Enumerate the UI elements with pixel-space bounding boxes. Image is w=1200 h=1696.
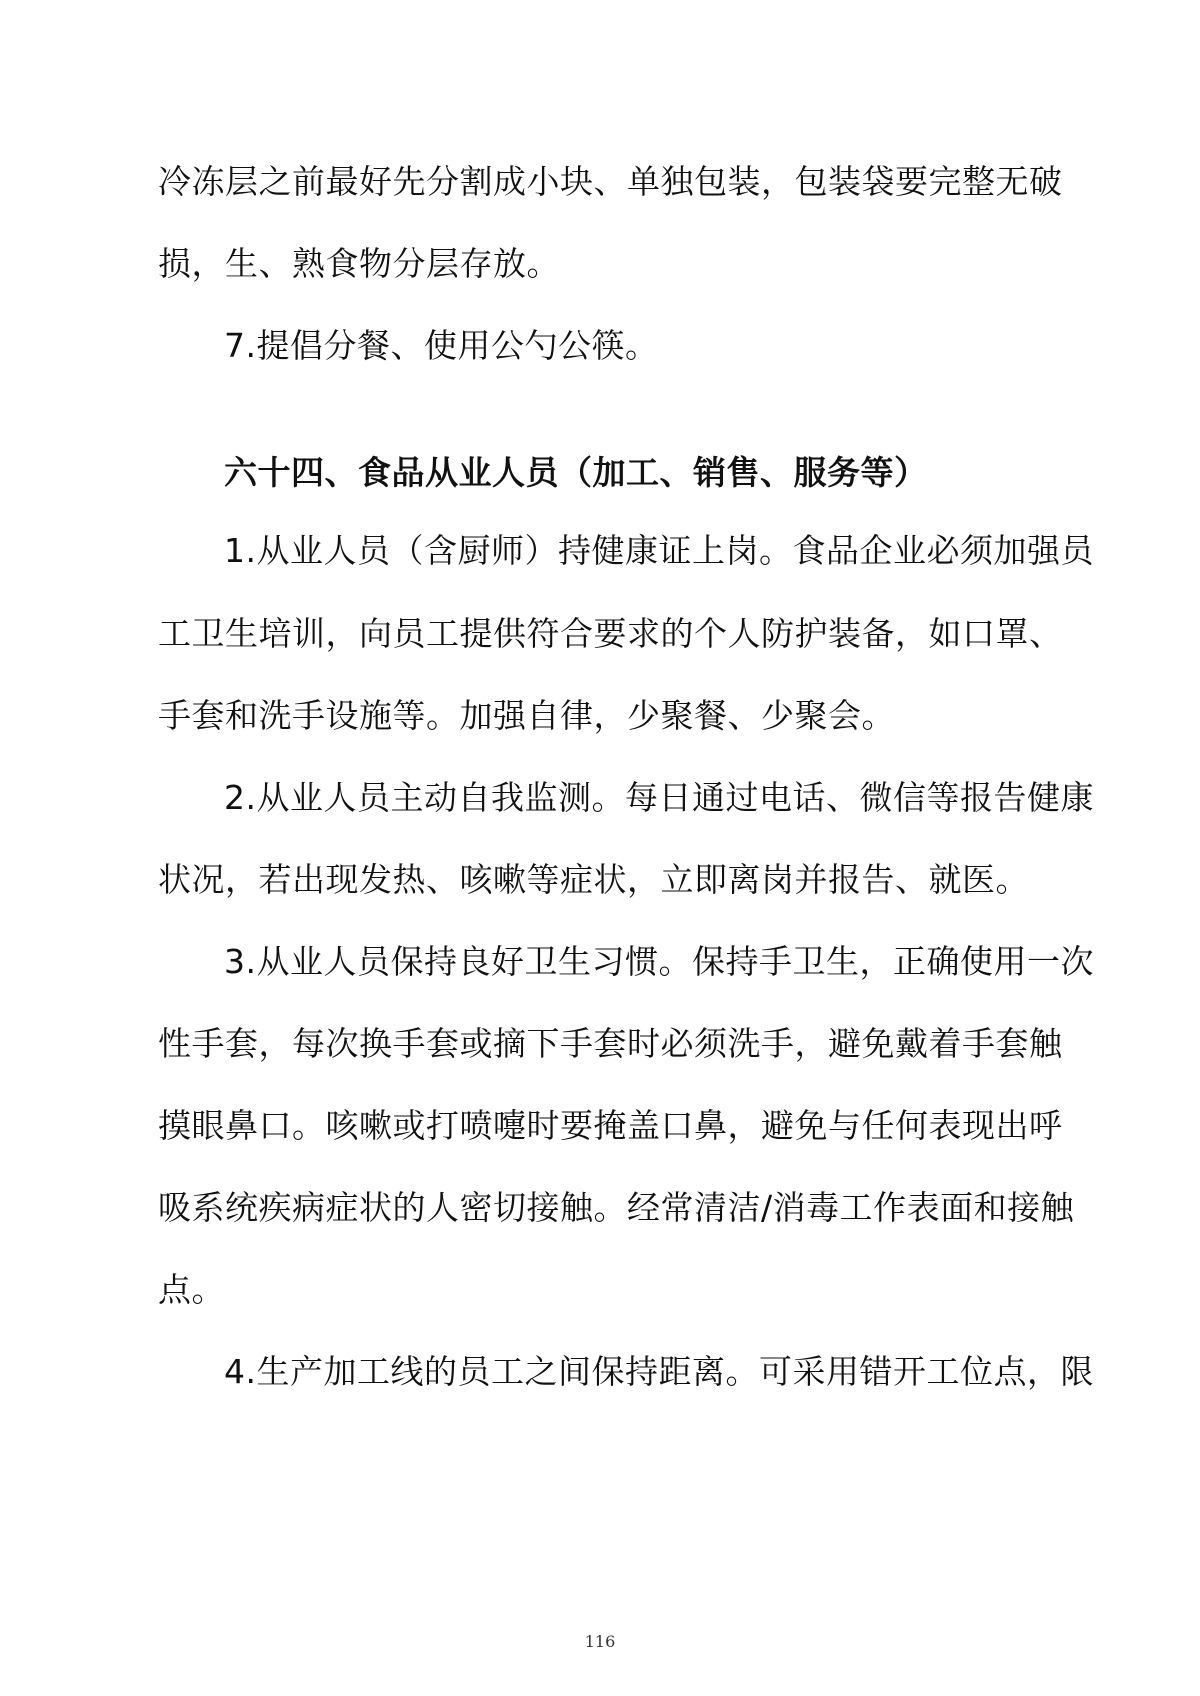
- paragraph-line: 工卫生培训，向员工提供符合要求的个人防护装备，如口罩、: [158, 614, 1063, 653]
- paragraph-line: 状况，若出现发热、咳嗽等症状，立即离岗并报告、就医。: [158, 860, 1029, 899]
- paragraph-line: 点。: [158, 1270, 225, 1309]
- paragraph-line: 性手套，每次换手套或摘下手套时必须洗手，避免戴着手套触: [158, 1024, 1063, 1063]
- list-item-4: 4.生产加工线的员工之间保持距离。可采用错开工位点，限: [224, 1352, 1094, 1391]
- list-item-3: 3.从业人员保持良好卫生习惯。保持手卫生，正确使用一次: [224, 942, 1094, 981]
- section-heading: 六十四、食品从业人员（加工、销售、服务等）: [224, 453, 928, 492]
- list-item-2: 2.从业人员主动自我监测。每日通过电话、微信等报告健康: [224, 778, 1094, 817]
- paragraph-line: 摸眼鼻口。咳嗽或打喷嚏时要掩盖口鼻，避免与任何表现出呼: [158, 1106, 1063, 1145]
- paragraph-line: 冷冻层之前最好先分割成小块、单独包装，包装袋要完整无破: [158, 162, 1063, 201]
- paragraph-line: 损，生、熟食物分层存放。: [158, 244, 560, 283]
- paragraph-line: 手套和洗手设施等。加强自律，少聚餐、少聚会。: [158, 696, 895, 735]
- list-item-7: 7.提倡分餐、使用公勺公筷。: [224, 326, 659, 365]
- page-number: 116: [584, 1632, 616, 1651]
- list-item-1: 1.从业人员（含厨师）持健康证上岗。食品企业必须加强员: [224, 531, 1094, 570]
- paragraph-line: 吸系统疾病症状的人密切接触。经常清洁/消毒工作表面和接触: [158, 1188, 1075, 1227]
